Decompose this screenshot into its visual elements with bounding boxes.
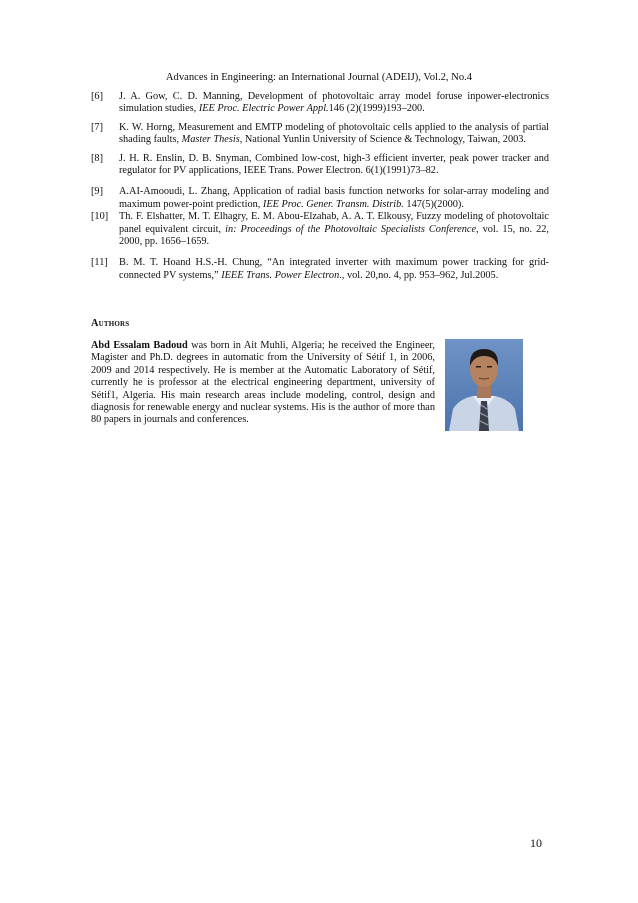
reference-text-part: , National Yunlin University of Science & Technology, Taiwan, 2003. [239,134,526,146]
reference-text-part: Master Thesis [181,134,240,146]
reference-text [119,153,549,176]
reference-item [91,186,549,211]
reference-number: [6] [91,91,104,102]
reference-item [91,122,549,147]
reference-text-part: Th. F. Elshatter, M. T. Elhagry, E. M. Abou-Elzahab, A. A. T. Elkousy, Fuzzy modeling of photovoltaic panel equivalent circuit, [119,211,549,235]
reference-number: [10] [91,211,109,223]
reference-item [91,153,549,178]
reference-text [119,186,549,209]
author-bio-text: was born in Ait Muhli, Algeria; he received the Engineer, Magister and Ph.D. degrees in automatic from the University of Sétif 1, in 2006, 2009 and 2014 respectively. He is member at the Automatic Laboratory of Sétif, currently he is professor at the electrical engineering department, university of Sétif1, Algeria. His main research areas include modeling, control, design and diagnosis for renewable energy and nuclear systems. His is the author of more than 80 papers in journals and conferences. [91,340,436,426]
reference-text-part: K. W. Horng, Measurement and EMTP modeling of photovoltaic cells applied to the analysis of partial shading faults, [119,121,549,146]
running-header: Advances in Engineering: an International Journal (ADEIJ), Vol.2, No.4 [165,72,473,83]
reference-text-part: IEE Proc. Gener. Transm. Distrib. [262,198,404,210]
reference-number: [11] [91,257,108,269]
reference-number: [7] [91,121,104,133]
reference-text-part: B. M. T. Hoand H.S.-H. Chung, “An integrated inverter with maximum power tracking for grid-connected PV systems,” [119,257,549,281]
reference-item [91,257,549,282]
authors-heading: Authors [91,318,130,329]
reference-text-part: in: Proceedings of the Photovoltaic Specialists Conference [225,223,477,235]
reference-text-part: , vol. 15, no. 22, 2000, pp. 1656–1659. [119,223,549,248]
reference-text [119,122,549,145]
reference-text [119,211,549,247]
reference-text [119,91,549,114]
reference-item [91,91,549,116]
reference-text-part: IEEE Trans. Power Electron [221,269,340,281]
reference-number: [9] [91,186,104,198]
reference-text-part: A.AI-Amooudi, L. Zhang, Application of radial basis function networks for solar-array modeling and maximum power-point prediction, [119,186,549,210]
author-bio [91,340,435,427]
author-photo [445,339,523,431]
author-name: Abd Essalam Badoud [91,340,188,351]
page-number: 10 [530,836,542,850]
reference-text-part: ., vol. 20,no. 4, pp. 953–962, Jul.2005. [339,269,499,281]
reference-text-part: J. H. R. Enslin, D. B. Snyman, Combined low-cost, high-3 efficient inverter, peak power tracker and regulator for PV applications, IEEE Trans. Power Electron. 6(1)(1991)73–82. [119,152,549,177]
reference-number: [8] [91,152,104,164]
reference-text [119,257,549,280]
reference-item [91,211,549,248]
reference-text-part: IEE Proc. Electric Power Appl. [198,103,329,115]
reference-text-part: 147(5)(2000). [403,198,464,210]
reference-list [91,91,549,282]
reference-text-part: 146 (2)(1999)193–200. [328,103,425,115]
reference-text-part: J. A. Gow, C. D. Manning, Development of photovoltaic array model foruse inpower-electronics simulation studies, [119,91,549,115]
